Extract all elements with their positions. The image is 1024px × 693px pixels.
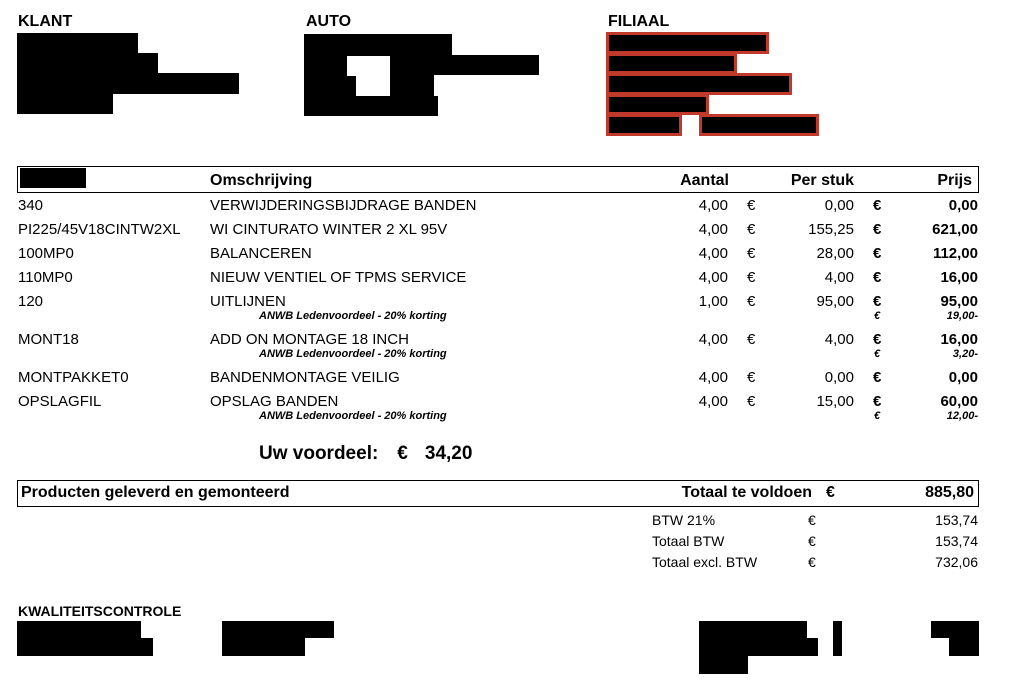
btw-amount: 153,74: [935, 512, 978, 528]
row-price-currency: €: [873, 369, 882, 386]
btw-currency: €: [808, 554, 816, 570]
row-price: 16,00: [940, 331, 978, 348]
row-price: 60,00: [940, 393, 978, 410]
column-per-stuk: Per stuk: [790, 172, 854, 189]
row-code: OPSLAGFIL: [18, 393, 102, 410]
row-discount-currency: €: [874, 310, 881, 322]
row-description: OPSLAG BANDEN: [210, 393, 339, 410]
btw-label: BTW 21%: [652, 512, 716, 528]
row-qty: 4,00: [698, 331, 728, 348]
row-qty: 4,00: [698, 221, 728, 238]
btw-currency: €: [808, 512, 816, 528]
klant-heading: KLANT: [18, 13, 73, 30]
row-discount-currency: €: [874, 348, 881, 360]
quality-title: KWALITEITSCONTROLE: [18, 603, 182, 619]
row-unit-currency: €: [747, 393, 756, 410]
row-price-currency: €: [873, 269, 882, 286]
row-price-currency: €: [873, 245, 882, 262]
row-price: 95,00: [940, 293, 978, 310]
row-discount-amount: 3,20-: [952, 348, 978, 360]
row-unit-currency: €: [747, 269, 756, 286]
total-amount: 885,80: [925, 484, 974, 501]
savings: [259, 443, 472, 465]
row-price: 112,00: [932, 245, 978, 262]
row-discount-label: ANWB Ledenvoordeel - 20% korting: [259, 348, 447, 360]
row-description: BALANCEREN: [210, 245, 312, 262]
row-description: ADD ON MONTAGE 18 INCH: [210, 331, 409, 348]
row-qty: 4,00: [698, 369, 728, 386]
row-qty: 4,00: [698, 393, 728, 410]
btw-label: Totaal BTW: [652, 533, 725, 549]
row-description: NIEUW VENTIEL OF TPMS SERVICE: [210, 269, 467, 286]
row-qty: 1,00: [698, 293, 728, 310]
btw-amount: 732,06: [935, 554, 978, 570]
row-unit-price: 0,00: [824, 369, 854, 386]
row-description: BANDENMONTAGE VEILIG: [210, 369, 400, 386]
row-unit-price: 155,25: [808, 221, 854, 238]
row-qty: 4,00: [698, 197, 728, 214]
row-unit-price: 95,00: [816, 293, 854, 310]
row-description: VERWIJDERINGSBIJDRAGE BANDEN: [210, 197, 477, 214]
row-code: 110MP0: [18, 269, 73, 286]
auto-heading: AUTO: [306, 13, 352, 30]
row-unit-currency: €: [747, 245, 756, 262]
total-label: Totaal te voldoen: [681, 484, 812, 501]
row-code: 120: [18, 293, 44, 310]
row-price-currency: €: [873, 293, 882, 310]
row-price: 16,00: [940, 269, 978, 286]
row-price: 0,00: [948, 369, 978, 386]
row-unit-currency: €: [747, 197, 756, 214]
row-price-currency: €: [873, 331, 882, 348]
btw-currency: €: [808, 533, 816, 549]
row-code: MONT18: [18, 331, 79, 348]
row-qty: 4,00: [698, 269, 728, 286]
column-aantal: Aantal: [680, 172, 729, 189]
delivered-label: Producten geleverd en gemonteerd: [21, 484, 290, 501]
row-code: PI225/45V18CINTW2XL: [18, 221, 181, 238]
row-unit-currency: €: [747, 369, 756, 386]
column-prijs: Prijs: [937, 172, 972, 189]
row-discount-amount: 19,00-: [946, 310, 978, 322]
row-unit-price: 4,00: [824, 331, 854, 348]
row-price: 621,00: [932, 221, 978, 238]
row-qty: 4,00: [698, 245, 728, 262]
row-unit-price: 28,00: [816, 245, 854, 262]
row-description: UITLIJNEN: [210, 293, 286, 310]
btw-amount: 153,74: [935, 533, 978, 549]
filiaal-heading: FILIAAL: [608, 13, 670, 30]
btw-label: Totaal excl. BTW: [652, 554, 758, 570]
redacted-column-header: [20, 168, 86, 188]
savings-amount: 34,20: [424, 443, 473, 464]
savings-currency: €: [397, 443, 408, 464]
row-price-currency: €: [873, 197, 882, 214]
row-unit-currency: €: [747, 293, 756, 310]
row-unit-currency: €: [747, 221, 756, 238]
row-discount-label: ANWB Ledenvoordeel - 20% korting: [259, 310, 447, 322]
row-code: 340: [18, 197, 44, 214]
row-unit-price: 0,00: [824, 197, 854, 214]
row-discount-amount: 12,00-: [946, 410, 978, 422]
row-unit-price: 15,00: [816, 393, 854, 410]
row-code: 100MP0: [18, 245, 74, 262]
row-discount-currency: €: [874, 410, 881, 422]
row-price: 0,00: [948, 197, 978, 214]
row-unit-currency: €: [747, 331, 756, 348]
row-discount-label: ANWB Ledenvoordeel - 20% korting: [259, 410, 447, 422]
savings-label: Uw voordeel:: [259, 443, 379, 464]
row-description: WI CINTURATO WINTER 2 XL 95V: [210, 221, 448, 238]
column-omschrijving: Omschrijving: [210, 172, 313, 189]
row-unit-price: 4,00: [824, 269, 854, 286]
row-price-currency: €: [873, 221, 882, 238]
row-price-currency: €: [873, 393, 882, 410]
row-code: MONTPAKKET0: [18, 369, 129, 386]
total-currency: €: [826, 484, 835, 501]
